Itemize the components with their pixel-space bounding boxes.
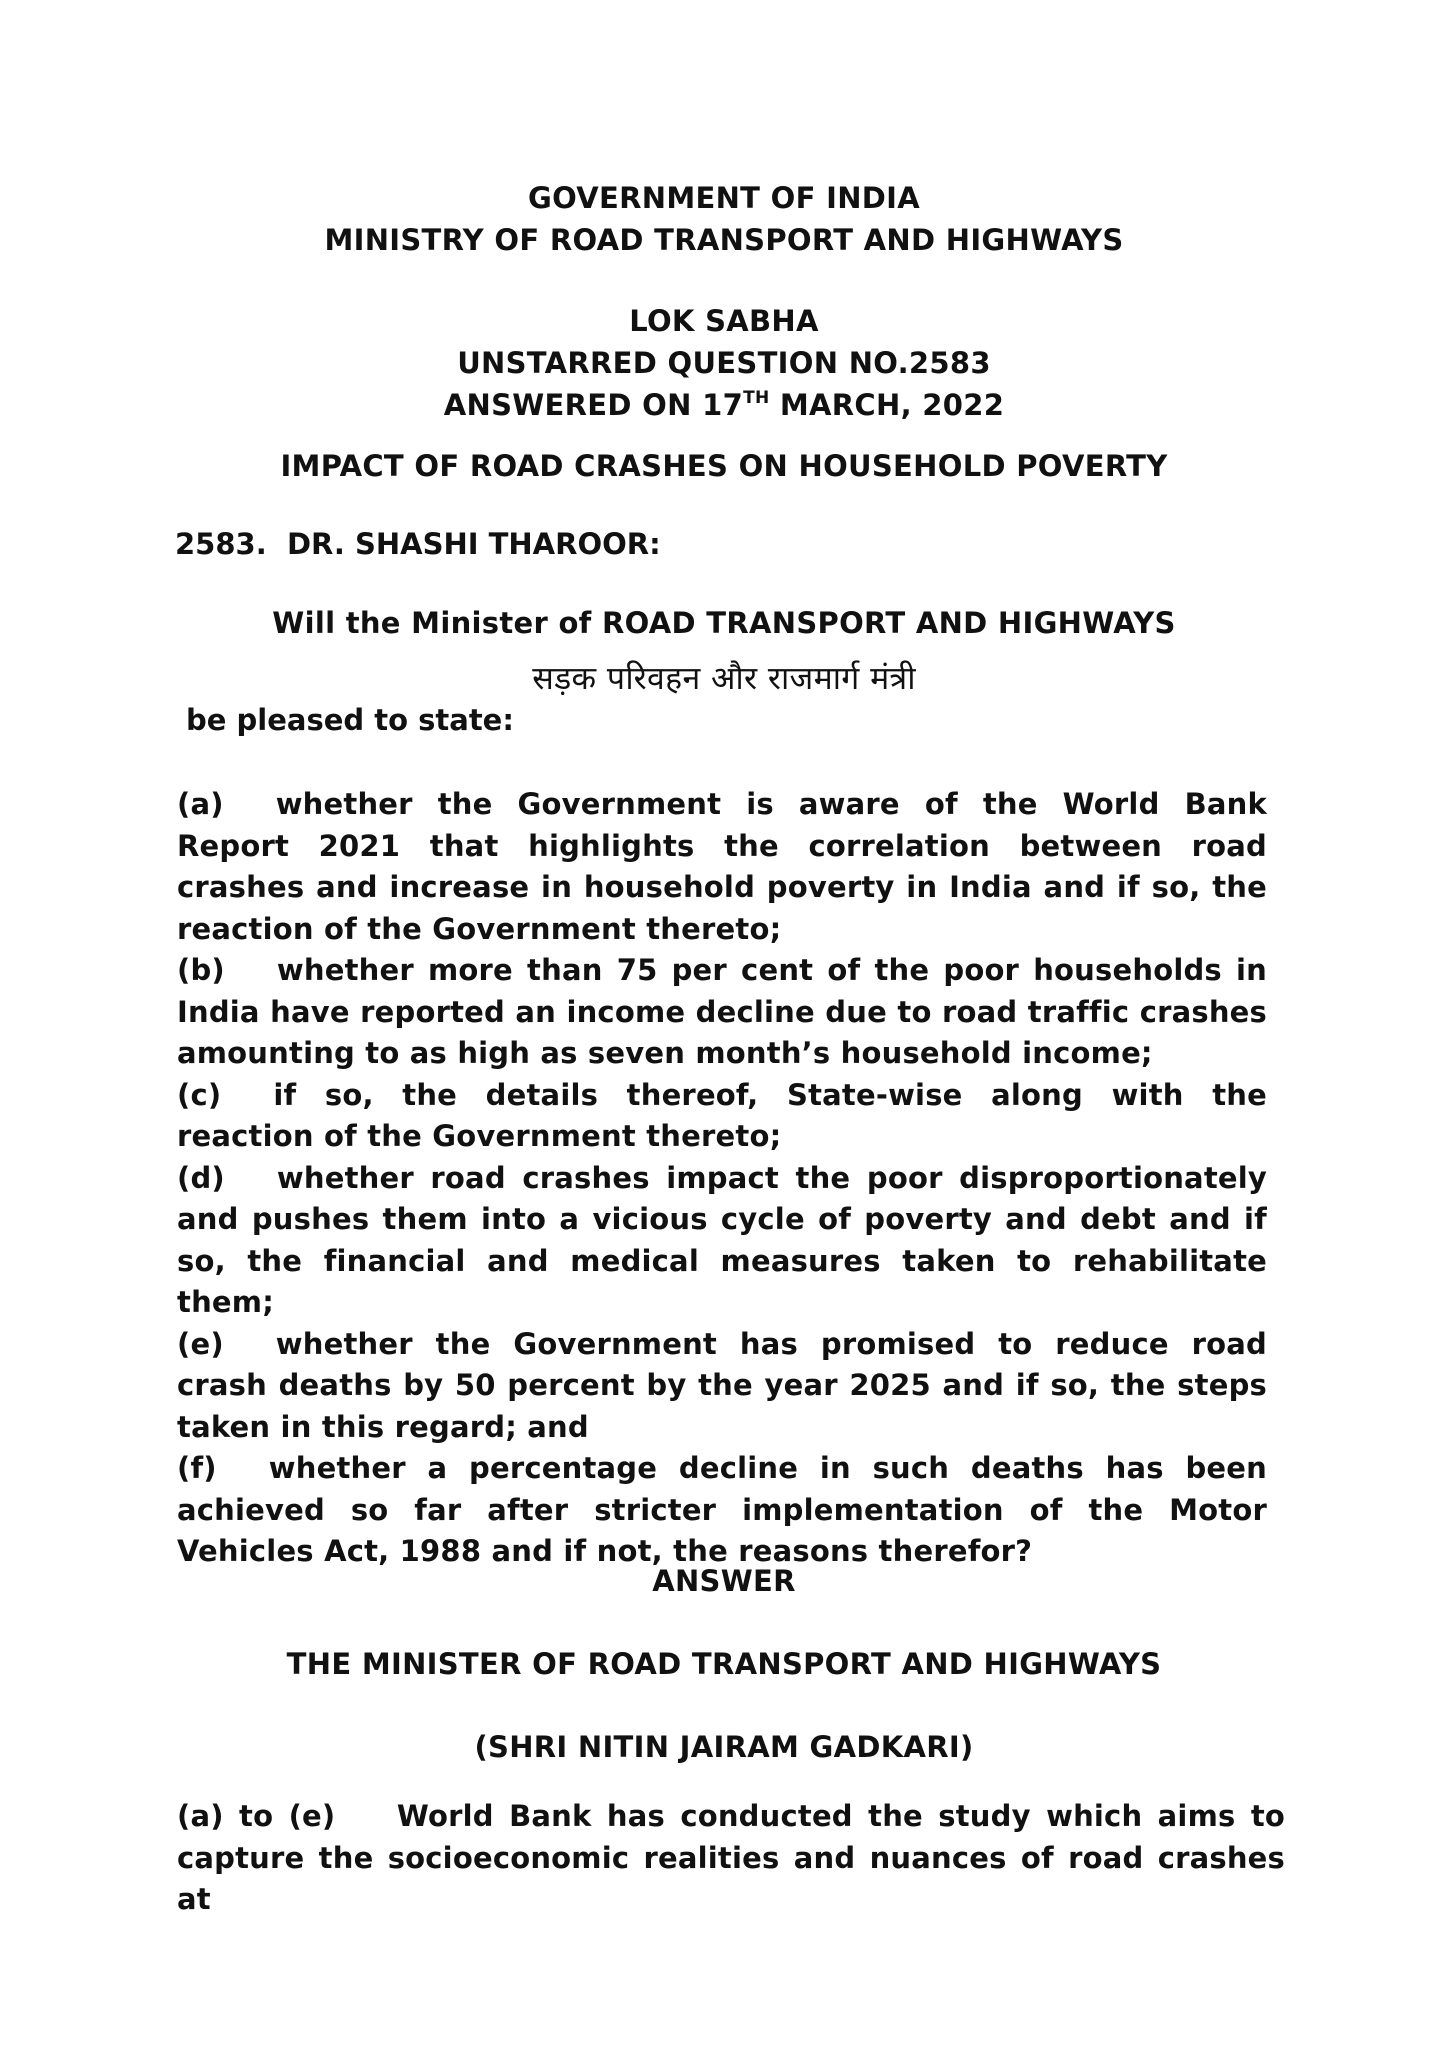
questions-list <box>177 784 1267 1573</box>
question-label: (b) <box>177 953 225 987</box>
question-label: (c) <box>177 1077 222 1112</box>
question-item-b <box>177 950 1267 1075</box>
house-name: LOK SABHA <box>629 304 819 338</box>
intro-state: be pleased to state: <box>186 703 514 737</box>
question-number: UNSTARRED QUESTION NO.2583 <box>457 346 991 380</box>
question-item-f <box>177 1448 1267 1573</box>
answered-date-ordinal: TH <box>743 388 770 408</box>
question-text: whether the Government is aware of the World Bank Report 2021 that highlights the correlation between road crashes and increase in household poverty in India and if so, the reaction of the Government thereto; <box>177 787 1267 946</box>
question-text: whether a percentage decline in such deaths has been achieved so far after stricter implementation of the Motor Vehicles Act, 1988 and if not, the reasons therefor? <box>177 1451 1267 1568</box>
answered-date-prefix: ANSWERED ON 17 <box>443 388 744 422</box>
question-text: whether the Government has promised to reduce road crash deaths by 50 percent by the year 2025 and if so, the steps taken in this regard; and <box>177 1326 1267 1444</box>
question-item-c <box>177 1075 1267 1158</box>
answer-minister-name: (SHRI NITIN JAIRAM GADKARI) <box>474 1730 974 1764</box>
intro-hindi: सड़क परिवहन और राजमार्ग मंत्री <box>532 659 916 697</box>
intro-minister: Will the Minister of ROAD TRANSPORT AND HIGHWAYS <box>272 606 1176 640</box>
asker-number: 2583. <box>175 527 267 561</box>
question-text: if so, the details thereof, State-wise along with the reaction of the Government thereto; <box>177 1077 1267 1153</box>
question-text: whether more than 75 per cent of the poor households in India have reported an income decline due to road traffic crashes amounting to as high as seven month’s household income; <box>177 953 1267 1070</box>
header-ministry: MINISTRY OF ROAD TRANSPORT AND HIGHWAYS <box>324 223 1124 257</box>
answer-paragraph <box>177 1796 1285 1921</box>
answer-minister-title: THE MINISTER OF ROAD TRANSPORT AND HIGHWAYS <box>286 1647 1162 1681</box>
answer-label: (a) to (e) <box>177 1799 336 1833</box>
asker-name: DR. SHASHI THAROOR: <box>286 527 661 561</box>
question-item-a <box>177 784 1267 950</box>
answered-date <box>0 385 1448 425</box>
question-label: (d) <box>177 1160 225 1195</box>
question-item-d <box>177 1158 1267 1324</box>
question-label: (a) <box>177 787 224 821</box>
question-label: (f) <box>177 1451 217 1485</box>
question-item-e <box>177 1324 1267 1449</box>
answered-date-suffix: MARCH, 2022 <box>769 388 1005 422</box>
question-text: whether road crashes impact the poor disproportionately and pushes them into a vicious cycle of poverty and debt and if so, the financial and medical measures taken to rehabilitate them; <box>177 1160 1267 1319</box>
question-label: (e) <box>177 1326 224 1361</box>
subject-title: IMPACT OF ROAD CRASHES ON HOUSEHOLD POVERTY <box>280 449 1168 483</box>
asker-line <box>175 524 661 564</box>
header-government: GOVERNMENT OF INDIA <box>528 181 920 215</box>
answer-text: World Bank has conducted the study which aims to capture the socioeconomic realities and nuances of road crashes at <box>177 1799 1286 1916</box>
answer-heading: ANSWER <box>652 1564 796 1598</box>
